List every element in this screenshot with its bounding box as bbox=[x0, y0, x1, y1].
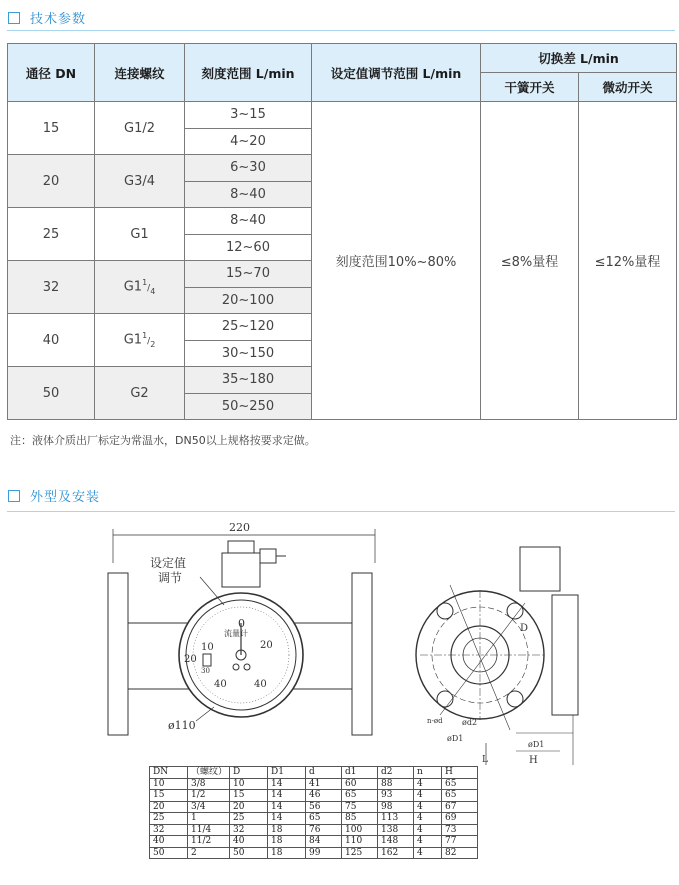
thread-text: G2 bbox=[130, 385, 149, 401]
side-d1-label: øD1 bbox=[447, 734, 464, 743]
svg-text:20: 20 bbox=[260, 640, 273, 651]
cell-thread bbox=[95, 208, 185, 261]
dim-header-cell: d bbox=[306, 767, 342, 779]
cell-dn: 32 bbox=[8, 261, 95, 314]
dim-cell: 4 bbox=[414, 778, 442, 790]
dim-cell: 11/4 bbox=[188, 824, 230, 836]
dim-cell: 4 bbox=[414, 836, 442, 848]
cell-dn: 15 bbox=[8, 102, 95, 155]
dim-cell: 14 bbox=[268, 801, 306, 813]
cell-setting: 刻度范围10%~80% bbox=[312, 102, 481, 420]
left-flange bbox=[108, 573, 128, 735]
dim-header-cell: d1 bbox=[342, 767, 378, 779]
dim-cell: 76 bbox=[306, 824, 342, 836]
cell-dn: 40 bbox=[8, 314, 95, 367]
cell-dn: 20 bbox=[8, 155, 95, 208]
cell-range: 20~100 bbox=[185, 287, 312, 314]
header-range: 刻度范围 L/min bbox=[185, 44, 312, 102]
svg-text:40: 40 bbox=[254, 679, 267, 690]
cell-thread bbox=[95, 102, 185, 155]
dim-cell: 67 bbox=[442, 801, 478, 813]
dim-cell: 65 bbox=[306, 813, 342, 825]
section-header-specs bbox=[8, 8, 86, 27]
dim-cell: 50 bbox=[150, 847, 188, 859]
diameter-label: ø110 bbox=[168, 719, 196, 732]
section-header-dimensions bbox=[8, 486, 100, 505]
dim-cell: 2 bbox=[188, 847, 230, 859]
junction-box bbox=[222, 553, 260, 587]
dim-cell: 20 bbox=[150, 801, 188, 813]
connector bbox=[228, 541, 254, 553]
dim-row bbox=[150, 790, 478, 802]
cell-range: 4~20 bbox=[185, 128, 312, 155]
cell-thread: $G1^1/_4$ bbox=[95, 261, 185, 314]
cell-reed: ≤8%量程 bbox=[481, 102, 579, 420]
thread-text: G1 bbox=[123, 332, 143, 348]
dim-cell: 3/4 bbox=[188, 801, 230, 813]
dim-cell: 32 bbox=[150, 824, 188, 836]
dim-cell: 113 bbox=[378, 813, 414, 825]
setting-label: 设定值 bbox=[150, 556, 187, 570]
dim-cell: 15 bbox=[150, 790, 188, 802]
cell-range: 25~120 bbox=[185, 314, 312, 341]
side-n-label: n-ød bbox=[427, 717, 443, 725]
dim-header-cell: n bbox=[414, 767, 442, 779]
thread-text: G3/4 bbox=[124, 173, 155, 189]
dim-cell: 85 bbox=[342, 813, 378, 825]
spec-row bbox=[8, 102, 677, 129]
dim-row bbox=[150, 778, 478, 790]
spec-table bbox=[7, 43, 677, 420]
dim-cell: 60 bbox=[342, 778, 378, 790]
dim-cell: 1/2 bbox=[188, 790, 230, 802]
dim-cell: 4 bbox=[414, 790, 442, 802]
dim-cell: 77 bbox=[442, 836, 478, 848]
cell-micro: ≤12%量程 bbox=[579, 102, 677, 420]
dim-cell: 73 bbox=[442, 824, 478, 836]
dim-row bbox=[150, 813, 478, 825]
svg-text:40: 40 bbox=[214, 679, 227, 690]
thread-fraction-denominator: 2 bbox=[150, 339, 156, 349]
cell-range: 15~70 bbox=[185, 261, 312, 288]
dim-cell: 98 bbox=[378, 801, 414, 813]
width-label: 220 bbox=[229, 521, 250, 534]
dim-cell: 46 bbox=[306, 790, 342, 802]
dim-cell: 99 bbox=[306, 847, 342, 859]
dim-cell: 82 bbox=[442, 847, 478, 859]
cell-thread: $G1^1/_2$ bbox=[95, 314, 185, 367]
right-flange bbox=[352, 573, 372, 735]
dim-cell: 162 bbox=[378, 847, 414, 859]
cell-range: 30~150 bbox=[185, 340, 312, 367]
header-dn: 通径 DN bbox=[8, 44, 95, 102]
dim-row bbox=[150, 836, 478, 848]
cell-range: 6~30 bbox=[185, 155, 312, 182]
dim-cell: 40 bbox=[150, 836, 188, 848]
header-diff: 切换差 L/min bbox=[481, 44, 677, 73]
dim-cell: 18 bbox=[268, 836, 306, 848]
note-text: 注：液体介质出厂标定为常温水，DN50以上规格按要求定做。 bbox=[10, 434, 316, 447]
dim-cell: 15 bbox=[230, 790, 268, 802]
dim-cell: 14 bbox=[268, 778, 306, 790]
header-setting: 设定值调节范围 L/min bbox=[312, 44, 481, 102]
dim-header-row bbox=[150, 767, 478, 779]
dim-cell: 11/2 bbox=[188, 836, 230, 848]
dim-cell: 4 bbox=[414, 801, 442, 813]
svg-text:30: 30 bbox=[201, 667, 210, 675]
section-title: 外型及安装 bbox=[30, 490, 101, 505]
thread-fraction-numerator: 1 bbox=[142, 331, 148, 341]
bolt-hole bbox=[437, 691, 453, 707]
bolt-hole bbox=[507, 691, 523, 707]
dim-cell: 18 bbox=[268, 824, 306, 836]
dim-header-cell: D bbox=[230, 767, 268, 779]
dim-cell: 56 bbox=[306, 801, 342, 813]
dim-cell: 75 bbox=[342, 801, 378, 813]
dim-header-cell: D1 bbox=[268, 767, 306, 779]
dim-cell: 88 bbox=[378, 778, 414, 790]
dial-title: 流量计 bbox=[224, 629, 248, 638]
dim-cell: 25 bbox=[150, 813, 188, 825]
dimension-table bbox=[149, 766, 478, 859]
dim-cell: 100 bbox=[342, 824, 378, 836]
dim-cell: 125 bbox=[342, 847, 378, 859]
dim-cell: 4 bbox=[414, 813, 442, 825]
section-title: 技术参数 bbox=[30, 12, 87, 27]
cell-thread bbox=[95, 367, 185, 420]
cell-range: 50~250 bbox=[185, 393, 312, 420]
dim-cell: 25 bbox=[230, 813, 268, 825]
thread-text: G1/2 bbox=[124, 120, 155, 136]
dim-cell: 14 bbox=[268, 813, 306, 825]
divider bbox=[7, 30, 675, 31]
side-h-label: H bbox=[529, 755, 538, 765]
dim-header-cell: （螺纹） bbox=[188, 767, 230, 779]
dim-row bbox=[150, 801, 478, 813]
dim-cell: 4 bbox=[414, 847, 442, 859]
dim-cell: 18 bbox=[268, 847, 306, 859]
dim-cell: 40 bbox=[230, 836, 268, 848]
cell-range: 12~60 bbox=[185, 234, 312, 261]
dim-cell: 1 bbox=[188, 813, 230, 825]
dim-cell: 32 bbox=[230, 824, 268, 836]
technical-drawing bbox=[0, 515, 679, 765]
dim-cell: 10 bbox=[150, 778, 188, 790]
cell-dn: 25 bbox=[8, 208, 95, 261]
dim-header-cell: DN bbox=[150, 767, 188, 779]
setting-label-2: 调节 bbox=[158, 571, 183, 585]
side-junction-box bbox=[520, 547, 560, 591]
svg-text:20: 20 bbox=[184, 654, 197, 665]
dim-cell: 65 bbox=[442, 790, 478, 802]
dim-cell: 20 bbox=[230, 801, 268, 813]
dim-cell: 3/8 bbox=[188, 778, 230, 790]
dim-cell: 41 bbox=[306, 778, 342, 790]
cell-range: 35~180 bbox=[185, 367, 312, 394]
thread-fraction-denominator: 4 bbox=[150, 286, 156, 296]
dim-cell: 110 bbox=[342, 836, 378, 848]
dim-row bbox=[150, 847, 478, 859]
dim-cell: 10 bbox=[230, 778, 268, 790]
cell-range: 3~15 bbox=[185, 102, 312, 129]
dim-cell: 93 bbox=[378, 790, 414, 802]
dim-header-cell: H bbox=[442, 767, 478, 779]
svg-text:øD1: øD1 bbox=[528, 740, 545, 749]
dim-cell: 50 bbox=[230, 847, 268, 859]
side-body bbox=[552, 595, 578, 715]
checkbox-square-icon bbox=[8, 490, 20, 502]
dim-header-cell: d2 bbox=[378, 767, 414, 779]
cell-range: 8~40 bbox=[185, 208, 312, 235]
dim-cell: 65 bbox=[442, 778, 478, 790]
checkbox-square-icon bbox=[8, 12, 20, 24]
svg-text:0: 0 bbox=[238, 617, 245, 630]
svg-text:10: 10 bbox=[201, 642, 214, 653]
dim-row bbox=[150, 824, 478, 836]
thread-text: G1 bbox=[130, 226, 149, 242]
header-thread: 连接螺纹 bbox=[95, 44, 185, 102]
cell-thread bbox=[95, 155, 185, 208]
divider bbox=[7, 511, 675, 512]
dim-cell: 84 bbox=[306, 836, 342, 848]
dim-cell: 4 bbox=[414, 824, 442, 836]
dim-cell: 138 bbox=[378, 824, 414, 836]
bolt-hole bbox=[437, 603, 453, 619]
thread-fraction-numerator: 1 bbox=[142, 278, 148, 288]
dim-cell: 148 bbox=[378, 836, 414, 848]
thread-text: G1 bbox=[123, 279, 143, 295]
side-d-label: D bbox=[520, 623, 529, 634]
dim-cell: 69 bbox=[442, 813, 478, 825]
side-d2-label: ød2 bbox=[462, 718, 478, 727]
side-l-label: L bbox=[482, 755, 488, 765]
dim-cell: 14 bbox=[268, 790, 306, 802]
header-reed: 干簧开关 bbox=[481, 73, 579, 102]
header-micro: 微动开关 bbox=[579, 73, 677, 102]
dim-cell: 65 bbox=[342, 790, 378, 802]
cell-dn: 50 bbox=[8, 367, 95, 420]
cell-range: 8~40 bbox=[185, 181, 312, 208]
